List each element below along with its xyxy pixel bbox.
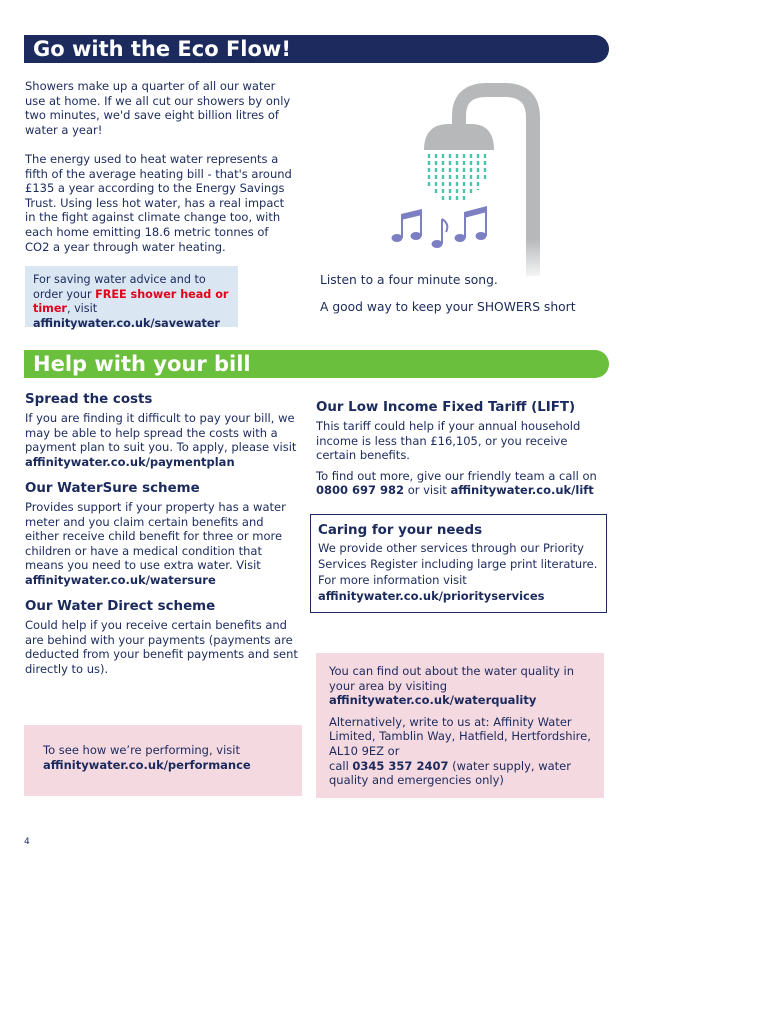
song-caption: Listen to a four minute song. [320, 273, 498, 287]
lift-link[interactable]: affinitywater.co.uk/lift [450, 483, 594, 498]
eco-flow-banner [24, 35, 609, 63]
page-number: 4 [24, 837, 30, 847]
quality-phone[interactable]: 0345 357 2407 [352, 758, 449, 773]
watersure-heading: Our WaterSure scheme [25, 481, 200, 496]
help-bill-banner [24, 350, 609, 378]
music-notes-icon [388, 205, 498, 250]
caring-needs-box [310, 514, 607, 613]
watersure-link[interactable]: affinitywater.co.uk/watersure [25, 572, 216, 587]
savewater-box: For saving water advice and to order your FREE shower head or timer, visit affinitywater.co.uk/savewater [25, 266, 238, 327]
eco-para-1: Showers make up a quarter of all our water use at home. If we all cut our showers by only two minutes, we'd save eight billion litres of water a year! [25, 79, 291, 137]
waterdirect-heading: Our Water Direct scheme [25, 599, 216, 614]
savewater-link[interactable]: affinitywater.co.uk/savewater [33, 316, 220, 330]
spread-costs-heading: Spread the costs [25, 392, 153, 407]
eco-intro-text [25, 79, 295, 254]
performance-box: To see how we’re performing, visit affinitywater.co.uk/performance [24, 725, 302, 796]
spread-costs-text: If you are finding it difficult to pay your bill, we may be able to help spread the costs with a payment plan to suit you. To apply, please visit affinitywater.co.uk/paymentplan [25, 411, 300, 469]
water-quality-box: You can find out about the water quality in your area by visiting affinitywater.co.uk/waterquality Alternatively, write to us at: Affinity Water Limited, Tamblin Way, Hatfield, Hertfordshire, AL10 9EZ or call 0345 357 2407 (water supply, water quality and emergencies only) [316, 653, 604, 798]
priorityservices-link[interactable]: affinitywater.co.uk/priorityservices [318, 589, 545, 603]
eco-para-2: The energy used to heat water represents a fifth of the average heating bill - that's around £135 a year according to the Energy Savings Trust. Using less hot water, has a real impact in the fight against climate change too, with each home emitting 18.6 metric tonnes of CO2 a year through water heating. [25, 151, 292, 254]
eco-flow-title: Go with the Eco Flow! [33, 37, 291, 61]
watersure-text: Provides support if your property has a water meter and you claim certain benefits and either receive child benefit for three or more children or have a medical condition that means you need to use extra water. Visit affinitywater.co.uk/watersure [25, 500, 301, 588]
free-offer-highlight: FREE shower head or timer [33, 287, 229, 315]
caring-text: We provide other services through our Priority Services Register including large print literature. For more information visit [318, 541, 598, 587]
showers-caption: A good way to keep your SHOWERS short [320, 300, 576, 314]
lift-text: This tariff could help if your annual household income is less than £16,105, or you receive certain benefits. To find out more, give our friendly team a call on 0800 697 982 or visit affinitywater.co.uk/lift [316, 419, 597, 498]
lift-phone[interactable]: 0800 697 982 [316, 483, 405, 498]
help-bill-title: Help with your bill [33, 352, 251, 376]
caring-heading: Caring for your needs [318, 523, 483, 538]
lift-heading: Our Low Income Fixed Tariff (LIFT) [316, 400, 576, 415]
waterdirect-text: Could help if you receive certain benefits and are behind with your payments (payments are deducted from your benefit payments and sent directly to us). [25, 618, 298, 676]
performance-link[interactable]: affinitywater.co.uk/performance [43, 757, 251, 772]
paymentplan-link[interactable]: affinitywater.co.uk/paymentplan [25, 454, 235, 469]
waterquality-link[interactable]: affinitywater.co.uk/waterquality [329, 693, 537, 708]
